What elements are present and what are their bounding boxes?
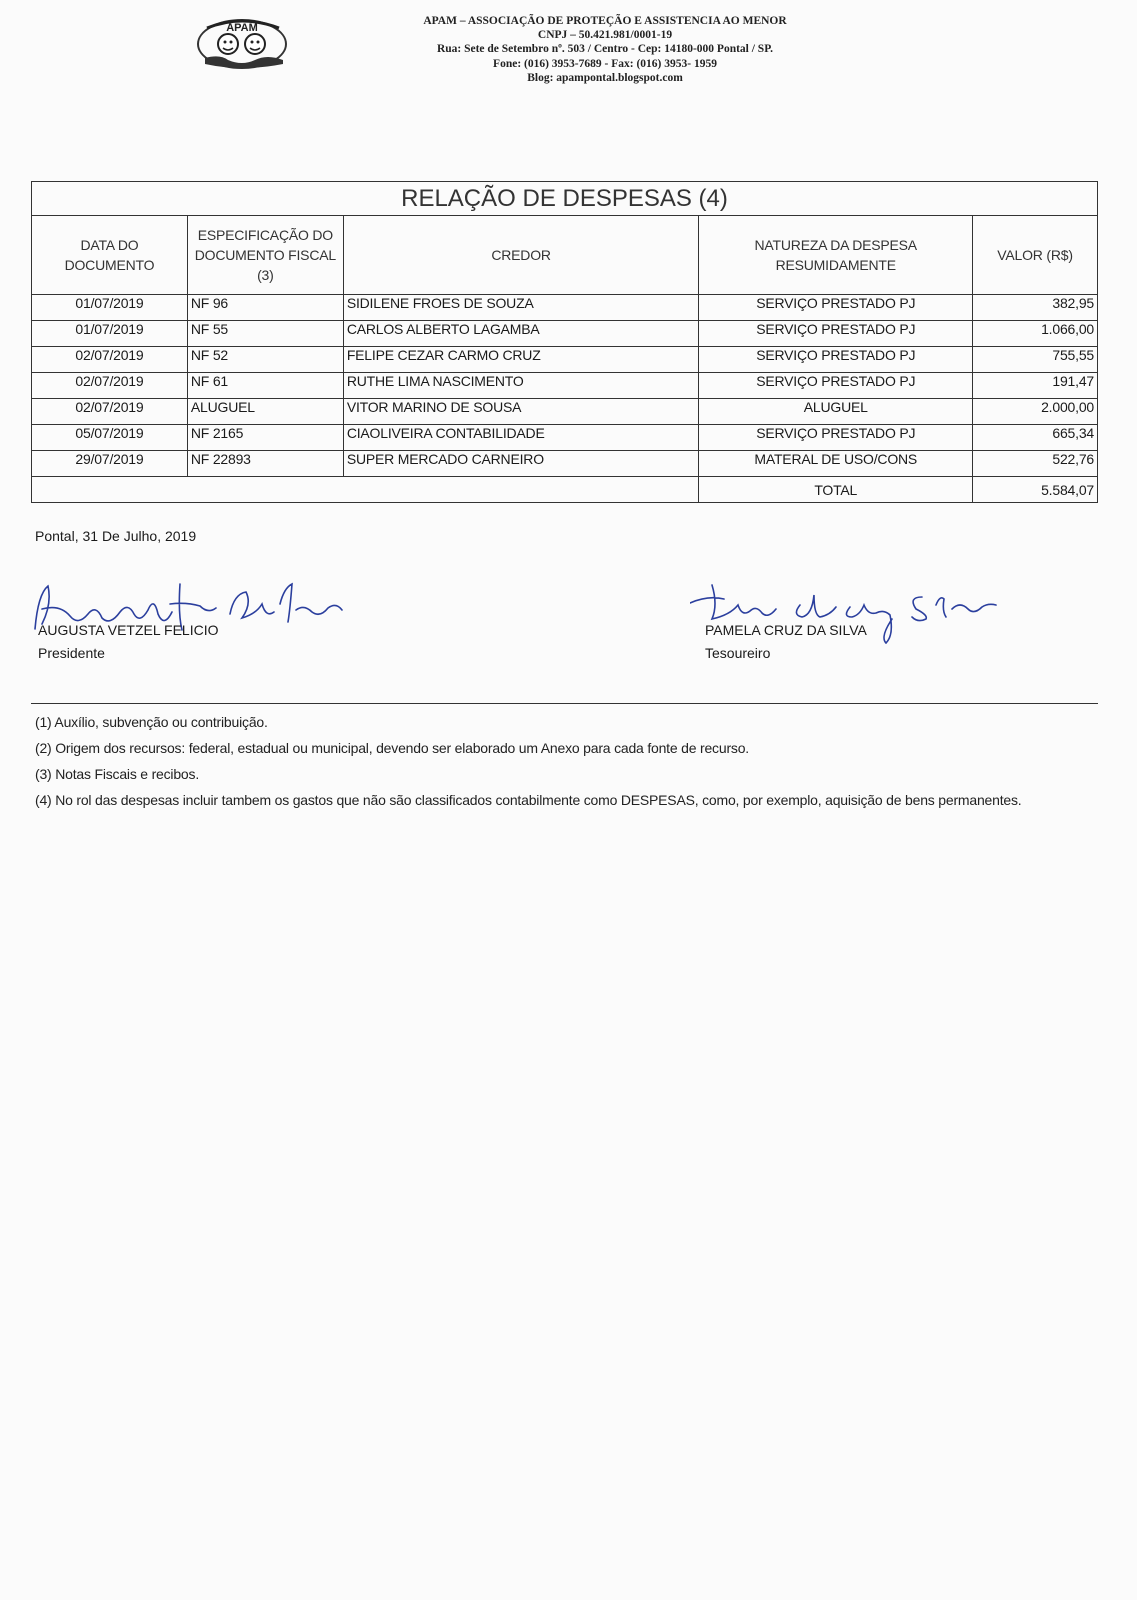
president-role: Presidente	[38, 645, 105, 661]
org-cnpj: CNPJ – 50.421.981/0001-19	[537, 29, 673, 42]
footnotes	[35, 709, 1035, 813]
cell-creditor: VITOR MARINO DE SOUSA	[343, 399, 699, 425]
table-title: RELAÇÃO DE DESPESAS (4)	[32, 182, 1098, 216]
notes-divider	[31, 703, 1098, 704]
cell-date: 01/07/2019	[32, 321, 188, 347]
cell-doc: NF 22893	[187, 451, 343, 477]
signature-president	[38, 622, 218, 661]
org-blog: Blog: apampontal.blogspot.com	[527, 71, 683, 84]
table-row	[32, 347, 1098, 373]
cell-creditor: SUPER MERCADO CARNEIRO	[343, 451, 699, 477]
svg-text:APAM: APAM	[226, 22, 258, 34]
table-row	[32, 295, 1098, 321]
president-name: AUGUSTA VETZEL FELICIO	[38, 622, 219, 638]
total-row	[32, 477, 1098, 503]
table-row	[32, 373, 1098, 399]
expenses-table	[31, 181, 1098, 503]
cell-date: 01/07/2019	[32, 295, 188, 321]
table-row	[32, 451, 1098, 477]
cell-doc: NF 96	[187, 295, 343, 321]
org-phone: Fone: (016) 3953-7689 - Fax: (016) 3953- 1959	[493, 57, 717, 70]
footnote: (3) Notas Fiscais e recibos.	[35, 766, 200, 782]
cell-date: 02/07/2019	[32, 399, 188, 425]
cell-doc: NF 52	[187, 347, 343, 373]
total-label: TOTAL	[699, 477, 973, 503]
treasurer-name: PAMELA CRUZ DA SILVA	[705, 622, 867, 638]
cell-nature: ALUGUEL	[699, 399, 973, 425]
footnote: (2) Origem dos recursos: federal, estadual ou municipal, devendo ser elaborado um Anexo para cada fonte de recurso.	[35, 740, 749, 756]
header-nature: NATUREZA DA DESPESA RESUMIDAMENTE	[699, 216, 973, 295]
table-row	[32, 321, 1098, 347]
cell-creditor: FELIPE CEZAR CARMO CRUZ	[343, 347, 699, 373]
cell-nature: SERVIÇO PRESTADO PJ	[699, 347, 973, 373]
cell-doc: NF 61	[187, 373, 343, 399]
footnote: (4) No rol das despesas incluir tambem os gastos que não são classificados contabilmente como DESPESAS, como, por exemplo, aquisição de bens permanentes.	[35, 792, 1022, 808]
cell-value: 522,76	[973, 451, 1098, 477]
total-value: 5.584,07	[973, 477, 1098, 503]
apam-logo	[195, 14, 290, 70]
cell-date: 02/07/2019	[32, 373, 188, 399]
total-spacer	[32, 477, 699, 503]
org-address: Rua: Sete de Setembro nº. 503 / Centro - Cep: 14180-000 Pontal / SP.	[436, 43, 774, 56]
cell-creditor: CARLOS ALBERTO LAGAMBA	[343, 321, 699, 347]
header-date: DATA DO DOCUMENTO	[32, 216, 188, 295]
cell-value: 1.066,00	[973, 321, 1098, 347]
place-date: Pontal, 31 De Julho, 2019	[35, 528, 197, 544]
cell-value: 382,95	[973, 295, 1098, 321]
cell-date: 29/07/2019	[32, 451, 188, 477]
cell-creditor: SIDILENE FROES DE SOUZA	[343, 295, 699, 321]
cell-doc: NF 55	[187, 321, 343, 347]
treasurer-role: Tesoureiro	[705, 645, 771, 661]
cell-value: 665,34	[973, 425, 1098, 451]
table-row	[32, 425, 1098, 451]
cell-value: 2.000,00	[973, 399, 1098, 425]
cell-date: 02/07/2019	[32, 347, 188, 373]
org-name: APAM – ASSOCIAÇÃO DE PROTEÇÃO E ASSISTENCIA AO MENOR	[423, 15, 787, 27]
cell-date: 05/07/2019	[32, 425, 188, 451]
cell-nature: SERVIÇO PRESTADO PJ	[699, 373, 973, 399]
header-doc: ESPECIFICAÇÃO DO DOCUMENTO FISCAL (3)	[187, 216, 343, 295]
cell-nature: MATERAL DE USO/CONS	[699, 451, 973, 477]
letterhead	[330, 14, 880, 85]
header-value: VALOR (R$)	[973, 216, 1098, 295]
cell-value: 755,55	[973, 347, 1098, 373]
cell-nature: SERVIÇO PRESTADO PJ	[699, 425, 973, 451]
footnote: (1) Auxílio, subvenção ou contribuição.	[35, 714, 268, 730]
cell-nature: SERVIÇO PRESTADO PJ	[699, 321, 973, 347]
cell-nature: SERVIÇO PRESTADO PJ	[699, 295, 973, 321]
signature-treasurer	[705, 622, 867, 661]
cell-value: 191,47	[973, 373, 1098, 399]
table-row	[32, 399, 1098, 425]
cell-doc: NF 2165	[187, 425, 343, 451]
header-creditor: CREDOR	[343, 216, 699, 295]
cell-creditor: CIAOLIVEIRA CONTABILIDADE	[343, 425, 699, 451]
cell-creditor: RUTHE LIMA NASCIMENTO	[343, 373, 699, 399]
cell-doc: ALUGUEL	[187, 399, 343, 425]
